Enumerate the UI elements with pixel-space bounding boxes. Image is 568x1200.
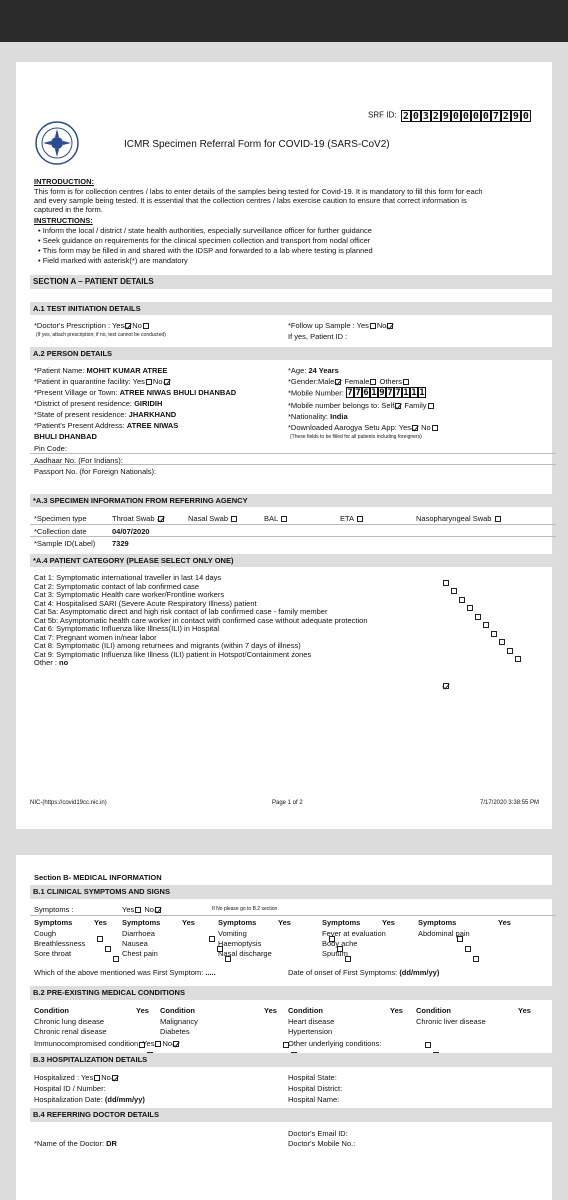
category-item: Cat 2: Symptomatic contact of lab confirmed case — [34, 581, 200, 591]
a4-header: *A.4 PATIENT CATEGORY (PLEASE SELECT ONLY ONE) — [30, 554, 556, 567]
category-checkbox[interactable] — [491, 631, 497, 637]
nasal-swab-checkbox[interactable] — [231, 516, 237, 522]
patient-id-label: If yes, Patient ID : — [288, 332, 348, 341]
symptom-label: Nasal discharge — [218, 949, 272, 958]
srf-digit: 7 — [492, 111, 499, 122]
category-other-checkbox[interactable] — [443, 683, 449, 689]
intro-text-2: and every sample being tested. It is essential that the collection centres / labs exercise caution to ensure that correct information is — [34, 196, 467, 205]
specimen-nasal: Nasal Swab — [188, 514, 238, 523]
a1-header: A.1 TEST INITIATION DETAILS — [30, 302, 556, 315]
pin-code: Pin Code: — [34, 444, 67, 453]
srf-digit: 2 — [502, 111, 509, 122]
followup-yes-checkbox[interactable] — [370, 323, 376, 329]
onset-date: Date of onset of First Symptoms: (dd/mm/yy) — [288, 968, 440, 977]
mobile-number: *Mobile Number: 7 7 6 1 9 7 7 1 1 1 — [288, 388, 425, 398]
hospital-district: Hospital District: — [288, 1084, 343, 1093]
doctor-email: Doctor's Email ID: — [288, 1129, 348, 1138]
hospital-name: Hospital Name: — [288, 1095, 340, 1104]
condition-label: Heart disease — [288, 1017, 335, 1026]
symptoms-label: Symptoms : — [34, 905, 74, 914]
symptom-label: Cough — [34, 929, 57, 938]
specimen-naso: Nasopharyngeal Swab — [416, 514, 502, 523]
category-checkbox[interactable] — [451, 588, 457, 594]
symptom-checkbox[interactable] — [113, 956, 119, 962]
srf-digit: 0 — [482, 111, 489, 122]
symptoms-note: If No please go to B.2 section — [212, 906, 278, 912]
category-checkbox[interactable] — [507, 648, 513, 654]
collection-date: 04/07/2020 — [112, 527, 150, 536]
prescription-no-checkbox[interactable] — [143, 323, 149, 329]
gender-others-checkbox[interactable] — [403, 379, 409, 385]
condition-label: Chronic renal disease — [34, 1027, 107, 1036]
eta-checkbox[interactable] — [357, 516, 363, 522]
symptoms-yes-checkbox[interactable] — [135, 907, 141, 913]
address: *Patient's Present Address: ATREE NIWAS — [34, 421, 179, 430]
aarogya-yes-checkbox[interactable] — [412, 425, 418, 431]
section-a-header: SECTION A – PATIENT DETAILS — [30, 275, 556, 289]
mobile-belongs: *Mobile number belongs to: Self Family — [288, 401, 435, 410]
hospitalized-yes-checkbox[interactable] — [94, 1075, 100, 1081]
symptom-label: Chest pain — [122, 949, 158, 958]
nasopharyngeal-checkbox[interactable] — [495, 516, 501, 522]
symptom-label: Sputum — [322, 949, 348, 958]
symptoms-header: Symptoms — [418, 918, 457, 927]
srf-digits — [401, 106, 531, 123]
collection-date-label: *Collection date — [34, 527, 87, 536]
symptoms-header: Symptoms — [218, 918, 257, 927]
hospitalization-date: Hospitalization Date: (dd/mm/yy) — [34, 1095, 145, 1104]
srf-digit: 2 — [432, 111, 439, 122]
symptoms-header: Symptoms — [322, 918, 361, 927]
district: *District of present residence: GIRIDIH — [34, 399, 163, 408]
category-item: Cat 7: Pregnant women in/near labor — [34, 632, 157, 642]
category-item: Cat 9: Symptomatic Influenza like Illness (ILI) patient in Hotspot/Containment zones — [34, 649, 312, 659]
symptom-label: Fever at evaluation — [322, 929, 386, 938]
condition-label: Chronic liver disease — [416, 1017, 486, 1026]
category-checkbox[interactable] — [499, 639, 505, 645]
symptom-label: Breathlessness — [34, 939, 86, 948]
screenshot-top-bar — [0, 0, 568, 42]
aarogya-setu: *Downloaded Aarogya Setu App: Yes No — [288, 423, 439, 432]
symptom-label: Sore throat — [34, 949, 72, 958]
first-symptom: Which of the above mentioned was First Symptom: ..... — [34, 968, 216, 977]
category-other: Other : no — [34, 658, 69, 667]
category-item: Cat 5a: Asymptomatic direct and high risk contact of lab confirmed case - family member — [34, 607, 328, 616]
mobile-digits — [346, 388, 426, 397]
belongs-family-checkbox[interactable] — [428, 403, 434, 409]
condition-label: Hypertension — [288, 1027, 333, 1036]
hospital-state: Hospital State: — [288, 1073, 337, 1082]
condition-checkbox[interactable] — [425, 1042, 431, 1048]
specimen-throat: Throat Swab — [112, 514, 165, 523]
condition-label: Diabetes — [160, 1027, 190, 1036]
srf-id — [368, 106, 531, 124]
symptom-label: Vomiting — [218, 929, 247, 938]
hospitalized-no-checkbox[interactable] — [112, 1075, 118, 1081]
bal-checkbox[interactable] — [281, 516, 287, 522]
mobile-digit: 1 — [371, 388, 377, 398]
form-title: ICMR Specimen Referral Form for COVID-19 (SARS-CoV2) — [124, 139, 390, 150]
gender-female-checkbox[interactable] — [370, 379, 376, 385]
footer-timestamp: 7/17/2020 3:38:55 PM — [480, 800, 540, 806]
srf-digit: 3 — [422, 111, 429, 122]
b4-header: B.4 REFERRING DOCTOR DETAILS — [30, 1108, 556, 1122]
age: *Age: 24 Years — [288, 366, 339, 375]
symptom-label: Body ache — [322, 939, 358, 948]
instruction-item: • This form may be filled in and shared with the IDSP and forwarded to a lab where testing is planned — [38, 246, 373, 255]
category-checkbox[interactable] — [443, 580, 449, 586]
symptoms-header: Symptoms — [122, 918, 161, 927]
instructions-heading: INSTRUCTIONS: — [34, 216, 93, 225]
srf-digit: 9 — [512, 111, 519, 122]
intro-text-1: This form is for collection centres / labs to enter details of the samples being tested for Covid-19. It is mandatory to fill this form for each — [34, 187, 483, 196]
srf-digit: 2 — [402, 111, 409, 122]
section-b-header: Section B- MEDICAL INFORMATION — [34, 873, 162, 882]
quarantine-yes-checkbox[interactable] — [146, 379, 152, 385]
mobile-digit: 7 — [387, 388, 393, 398]
conditions-header: Condition — [34, 1006, 69, 1015]
mobile-digit: 7 — [347, 388, 353, 398]
passport: Passport No. (for Foreign Nationals): — [34, 467, 157, 476]
srf-digit: 0 — [522, 111, 529, 122]
symptoms-header: Yes — [278, 918, 291, 927]
mobile-digit: 6 — [363, 388, 369, 398]
specimen-type-label: *Specimen type — [34, 514, 87, 523]
category-item: Cat 8: Symptomatic (ILI) among returnees and migrants (within 7 days of illness) — [34, 641, 301, 650]
mobile-digit: 1 — [411, 388, 417, 398]
specimen-eta: ETA — [340, 514, 364, 523]
symptoms-choice: Yes No — [122, 905, 162, 914]
category-item: Cat 4: Hospitalised SARI (Severe Acute Respiratory Illness) patient — [34, 598, 257, 608]
a3-header: *A.3 SPECIMEN INFORMATION FROM REFERRING AGENCY — [30, 494, 556, 507]
symptom-checkbox[interactable] — [105, 946, 111, 952]
prescription-note: (If yes, attach prescription; if no, test cannot be conducted) — [36, 332, 166, 338]
category-checkbox[interactable] — [467, 605, 473, 611]
instruction-item: • Field marked with asterisk(*) are mandatory — [38, 256, 188, 265]
mobile-digit: 1 — [403, 388, 409, 398]
prescription-yes-checkbox[interactable] — [125, 323, 131, 329]
symptoms-header: Symptoms — [34, 918, 73, 927]
conditions-header: Condition — [416, 1006, 451, 1015]
symptom-label: Nausea — [122, 939, 148, 948]
intro-heading: INTRODUCTION: — [34, 177, 94, 186]
category-item: Cat 1: Symptomatic international traveller in last 14 days — [34, 573, 222, 582]
category-item: Cat 5b: Asymptomatic health care worker in contact with confirmed case without adequate protection — [34, 615, 368, 625]
srf-label: SRF ID: — [368, 110, 397, 120]
symptoms-header: Yes — [182, 918, 195, 927]
category-checkbox[interactable] — [483, 622, 489, 628]
a2-header: A.2 PERSON DETAILS — [30, 347, 556, 360]
immuno-no-checkbox[interactable] — [173, 1041, 179, 1047]
conditions-header: Yes — [518, 1006, 531, 1015]
symptom-label: Diarrhoea — [122, 929, 155, 938]
patient-name: *Patient Name: MOHIT KUMAR ATREE — [34, 366, 168, 375]
belongs-self-checkbox[interactable] — [395, 403, 401, 409]
follow-up-sample: *Follow up Sample : Yes No — [288, 321, 394, 330]
symptom-label: Haemoptysis — [218, 939, 262, 948]
srf-digit: 9 — [442, 111, 449, 122]
sample-id: 7329 — [112, 539, 129, 548]
mobile-digit: 9 — [379, 388, 385, 398]
specimen-bal: BAL — [264, 514, 288, 523]
conditions-header: Yes — [136, 1006, 149, 1015]
state: *State of present residence: JHARKHAND — [34, 410, 177, 419]
condition-label: Chronic lung disease — [34, 1017, 105, 1026]
symptom-checkbox[interactable] — [473, 956, 479, 962]
symptoms-no-checkbox[interactable] — [155, 907, 161, 913]
instruction-item: • Seek guidance on requirements for the clinical specimen collection and transport from nodal officer — [38, 236, 371, 245]
immunocompromised: Immunocompromised condition: Yes No — [34, 1039, 180, 1048]
instruction-item: • Inform the local / district / state health authorities, especially surveillance officer for further guidance — [38, 226, 372, 235]
symptoms-header: Yes — [382, 918, 395, 927]
category-item: Cat 3: Symptomatic Health care worker/Frontline workers — [34, 590, 225, 599]
gender: *Gender:Male Female Others — [288, 377, 410, 386]
aarogya-no-checkbox[interactable] — [432, 425, 438, 431]
quarantine: *Patient in quarantine facility: Yes No — [34, 377, 171, 386]
symptom-label: Abdominal pain — [418, 929, 470, 938]
quarantine-no-checkbox[interactable] — [164, 379, 170, 385]
category-item: Cat 6: Symptomatic Influenza like Illness(ILI) in Hospital — [34, 624, 220, 633]
doctor-name: *Name of the Doctor: DR — [34, 1139, 117, 1148]
aadhaar: Aadhaar No. (For Indians): — [34, 456, 123, 465]
form-page-2 — [16, 855, 552, 1200]
mobile-digit: 1 — [419, 388, 425, 398]
symptom-checkbox[interactable] — [209, 936, 215, 942]
symptom-checkbox[interactable] — [97, 936, 103, 942]
immuno-yes-checkbox[interactable] — [155, 1041, 161, 1047]
conditions-header: Condition — [160, 1006, 195, 1015]
category-checkbox[interactable] — [475, 614, 481, 620]
category-checkbox[interactable] — [459, 597, 465, 603]
throat-swab-checkbox[interactable] — [158, 516, 164, 522]
symptoms-header: Yes — [94, 918, 107, 927]
icmr-emblem — [34, 120, 80, 166]
symptoms-header: Yes — [498, 918, 511, 927]
gender-male-checkbox[interactable] — [335, 379, 341, 385]
village: *Present Village or Town: ATREE NIWAS BHULI DHANBAD — [34, 388, 237, 397]
category-checkbox[interactable] — [515, 656, 521, 662]
srf-digit: 0 — [462, 111, 469, 122]
b2-header: B.2 PRE-EXISTING MEDICAL CONDITIONS — [30, 986, 556, 1000]
srf-digit: 0 — [412, 111, 419, 122]
intro-text-3: captured in the form. — [34, 205, 103, 214]
hospitalized: Hospitalized : Yes No — [34, 1073, 119, 1082]
doctor-prescription: *Doctor's Prescription : Yes No — [34, 321, 150, 330]
mobile-digit: 7 — [355, 388, 361, 398]
conditions-header: Condition — [288, 1006, 323, 1015]
mobile-digit: 7 — [395, 388, 401, 398]
footer-page: Page 1 of 2 — [272, 800, 303, 806]
other-conditions: Other underlying conditions: — [288, 1039, 382, 1048]
b1-header: B.1 CLINICAL SYMPTOMS AND SIGNS — [30, 885, 556, 899]
symptom-checkbox[interactable] — [465, 946, 471, 952]
condition-label: Malignancy — [160, 1017, 198, 1026]
conditions-header: Yes — [264, 1006, 277, 1015]
srf-digit: 0 — [472, 111, 479, 122]
footer-source: NIC-(https://covid19cc.nic.in) — [30, 800, 107, 806]
sample-id-label: *Sample ID(Label) — [34, 539, 96, 548]
aarogya-note: (These fields to be filled for all patients including foreigners) — [290, 434, 422, 440]
conditions-header: Yes — [390, 1006, 403, 1015]
srf-digit: 0 — [452, 111, 459, 122]
doctor-mobile: Doctor's Mobile No.: — [288, 1139, 356, 1148]
b3-header: B.3 HOSPITALIZATION DETAILS — [30, 1053, 556, 1067]
hospital-id: Hospital ID / Number: — [34, 1084, 106, 1093]
nationality: *Nationality: India — [288, 412, 348, 421]
form-page-1 — [16, 62, 552, 829]
followup-no-checkbox[interactable] — [387, 323, 393, 329]
address-line-2: BHULI DHANBAD — [34, 432, 97, 441]
